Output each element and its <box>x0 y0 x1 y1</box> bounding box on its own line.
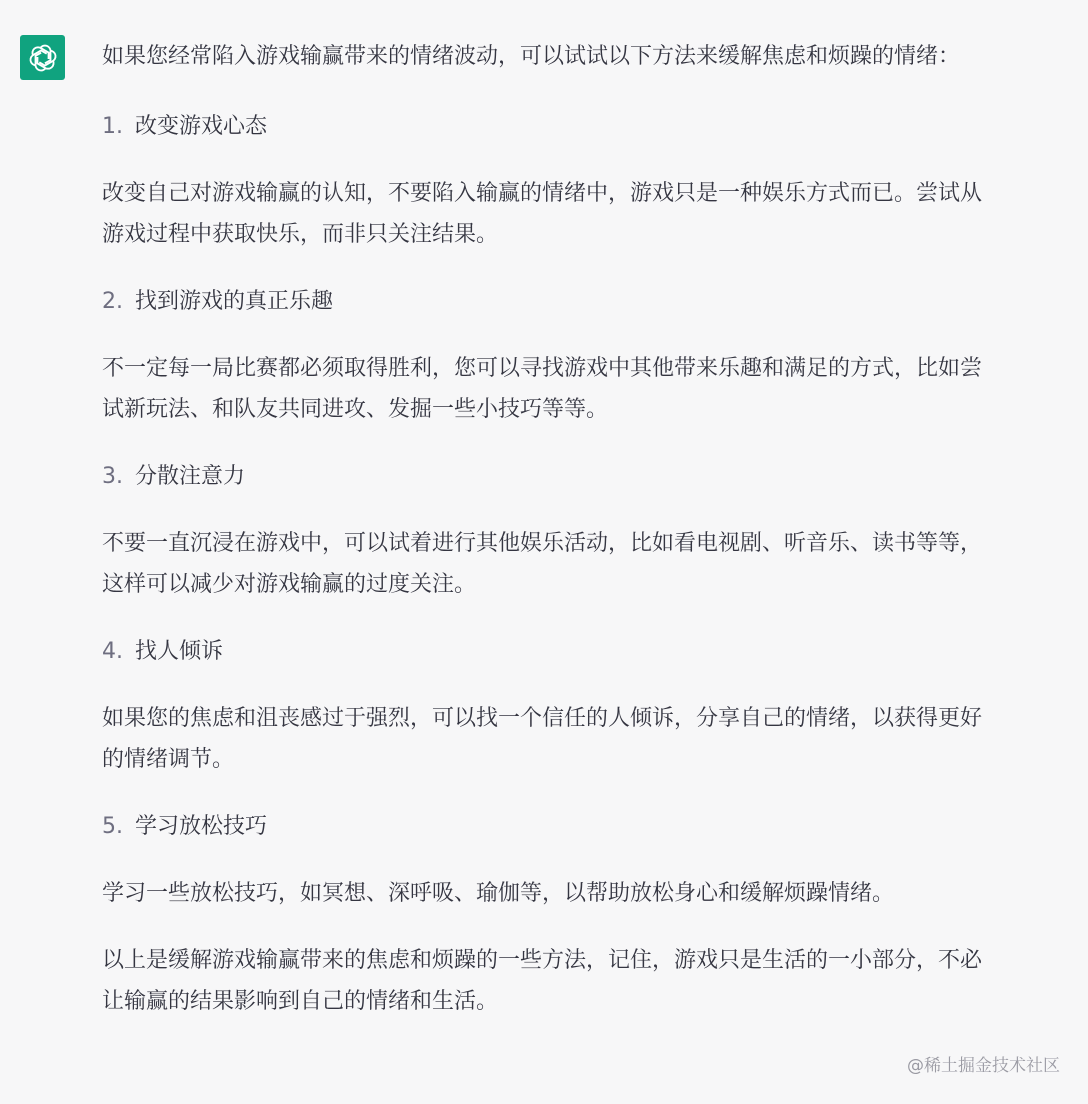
list-item-title: 改变游戏心态 <box>135 114 268 139</box>
body-line: 不要一直沉浸在游戏中，可以试着进行其他娱乐活动，比如看电视剧、听音乐、读书等等， <box>102 531 983 556</box>
list-number: 4. <box>102 639 123 664</box>
body-line: 改变自己对游戏输赢的认知，不要陷入输赢的情绪中，游戏只是一种娱乐方式而已。尝试从 <box>102 181 983 206</box>
list-item-1-body <box>102 173 1072 255</box>
list-item-1-title <box>102 106 1072 147</box>
assistant-avatar <box>20 35 65 80</box>
body-line: 不一定每一局比赛都必须取得胜利，您可以寻找游戏中其他带来乐趣和满足的方式，比如尝 <box>102 356 983 381</box>
list-item-2-body <box>102 348 1072 430</box>
list-item-3-title <box>102 456 1072 497</box>
list-item-title: 找人倾诉 <box>135 639 224 664</box>
openai-logo-icon <box>27 42 59 74</box>
list-item-title: 分散注意力 <box>135 464 246 489</box>
body-line: 如果您的焦虑和沮丧感过于强烈，可以找一个信任的人倾诉，分享自己的情绪，以获得更好 <box>102 706 983 731</box>
list-item-3-body <box>102 523 1072 605</box>
list-item-4-title <box>102 631 1072 672</box>
body-line: 让输赢的结果影响到自己的情绪和生活。 <box>102 989 499 1014</box>
list-number: 3. <box>102 464 123 489</box>
body-line: 游戏过程中获取快乐，而非只关注结果。 <box>102 222 499 247</box>
list-item-2-title <box>102 281 1072 322</box>
list-number: 5. <box>102 814 123 839</box>
list-item-4-body <box>102 698 1072 780</box>
body-line: 试新玩法、和队友共同进攻、发掘一些小技巧等等。 <box>102 397 609 422</box>
list-number: 2. <box>102 289 123 314</box>
body-line: 的情绪调节。 <box>102 747 235 772</box>
list-item-title: 学习放松技巧 <box>135 814 268 839</box>
body-line: 这样可以减少对游戏输赢的过度关注。 <box>102 572 477 597</box>
body-line: 学习一些放松技巧，如冥想、深呼吸、瑜伽等，以帮助放松身心和缓解烦躁情绪。 <box>102 881 895 906</box>
body-line: 以上是缓解游戏输赢带来的焦虑和烦躁的一些方法，记住，游戏只是生活的一小部分，不必 <box>102 948 983 973</box>
conclusion-paragraph <box>102 940 1072 1022</box>
message-content <box>102 36 1072 1022</box>
list-number: 1. <box>102 114 123 139</box>
list-item-title: 找到游戏的真正乐趣 <box>135 289 334 314</box>
list-item-5-title <box>102 806 1072 847</box>
list-item-5-body <box>102 873 1072 914</box>
intro-paragraph: 如果您经常陷入游戏输赢带来的情绪波动，可以试试以下方法来缓解焦虑和烦躁的情绪： <box>102 44 961 69</box>
watermark: @稀土掘金技术社区 <box>907 1056 1060 1076</box>
